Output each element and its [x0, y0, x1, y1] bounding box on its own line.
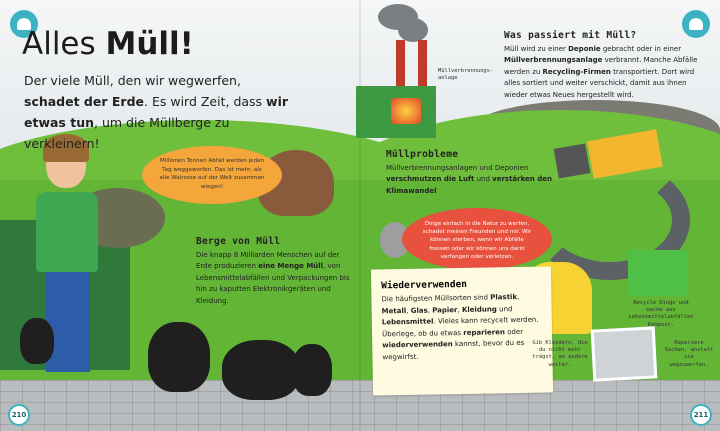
smoke-cloud [398, 18, 428, 42]
section-body: Müll wird zu einer Deponie gebracht oder in einer Müllverbrennungsanlage verbrannt. Manche Abfälle werden zu Recycling-Firmen transportiert. Dort wird alles sortiert und weiter verschickt, damit aus ihnen wieder etwas Neues hergestellt wird. [504, 44, 698, 99]
section-wiederverwenden [371, 266, 553, 395]
section-was-passiert [504, 30, 709, 101]
caption-raincoat: Gib Kleidern, die du nicht mehr trägst, an andere weiter. [532, 340, 588, 368]
section-heading: Berge von Müll [196, 236, 281, 247]
section-body: Die häufigsten Müllsorten sind Plastik, Metall, Glas, Papier, Kleidung und Lebensmittel. Vieles kann recycelt werden. Überlege, ob du etwas reparieren oder wiederverwenden kannst, bevor du es wegwirfst. [381, 292, 539, 361]
chimney [396, 40, 405, 88]
recycle-bin-illustration [628, 250, 688, 296]
page-number-right: 211 [690, 404, 712, 426]
worker-vest [36, 192, 98, 272]
chimney [418, 40, 427, 88]
page-number-left: 210 [8, 404, 30, 426]
bunny-speech-bubble: Dinge einfach in die Natur zu werfen, schadet meinen Freunden und mir. Wir können sterben, wenn wir Abfälle fressen oder wir können uns darin verfangen oder verletzen. [402, 208, 552, 270]
caption-recycle: Recycle Dinge und mache aus Lebensmittelabfällen Kompost. [628, 300, 694, 328]
caption-repair: Repariere Sachen, anstatt sie wegzuwerfen. [664, 340, 714, 368]
repair-photo [591, 326, 658, 381]
intro-text: Der viele Müll, den wir wegwerfen, schadet der Erde. Es wird Zeit, dass wir etwas tun, um die Müllberge zu verkleinern! [24, 73, 289, 151]
section-heading: Müllprobleme [386, 149, 459, 160]
section-body: Müllverbrennungsanlagen und Deponien verschmutzen die Luft und verstärken den Klimawandel [386, 163, 552, 195]
page-title: Alles Müll! [22, 26, 194, 62]
section-heading: Wiederverwenden [381, 278, 468, 292]
book-gutter [359, 0, 361, 431]
factory-label: Müllverbrennungs-anlage [438, 68, 494, 82]
trash-bag-illustration [148, 322, 210, 392]
trash-bag-illustration [292, 344, 332, 396]
fire-icon [391, 98, 421, 124]
section-muellprobleme [386, 149, 571, 197]
section-heading: Was passiert mit Müll? [504, 30, 637, 41]
trash-bag-illustration [20, 318, 54, 364]
walrus-fact-bubble: Millionen Tonnen Abfall werden jeden Tag weggeworfen. Das ist mehr, als alle Walrosse auf der Welt zusammen wiegen! [142, 146, 282, 204]
trash-bag-illustration [222, 340, 300, 400]
section-body: Die knapp 8 Milliarden Menschen auf der Erde produzieren eine Menge Müll, von Lebensmittelabfällen und Verpackungen bis hin zu kaputten Elektronikgeräten und Kleidung. [196, 250, 350, 305]
section-berge-von-muell [196, 236, 356, 307]
worker-legs [46, 272, 90, 372]
